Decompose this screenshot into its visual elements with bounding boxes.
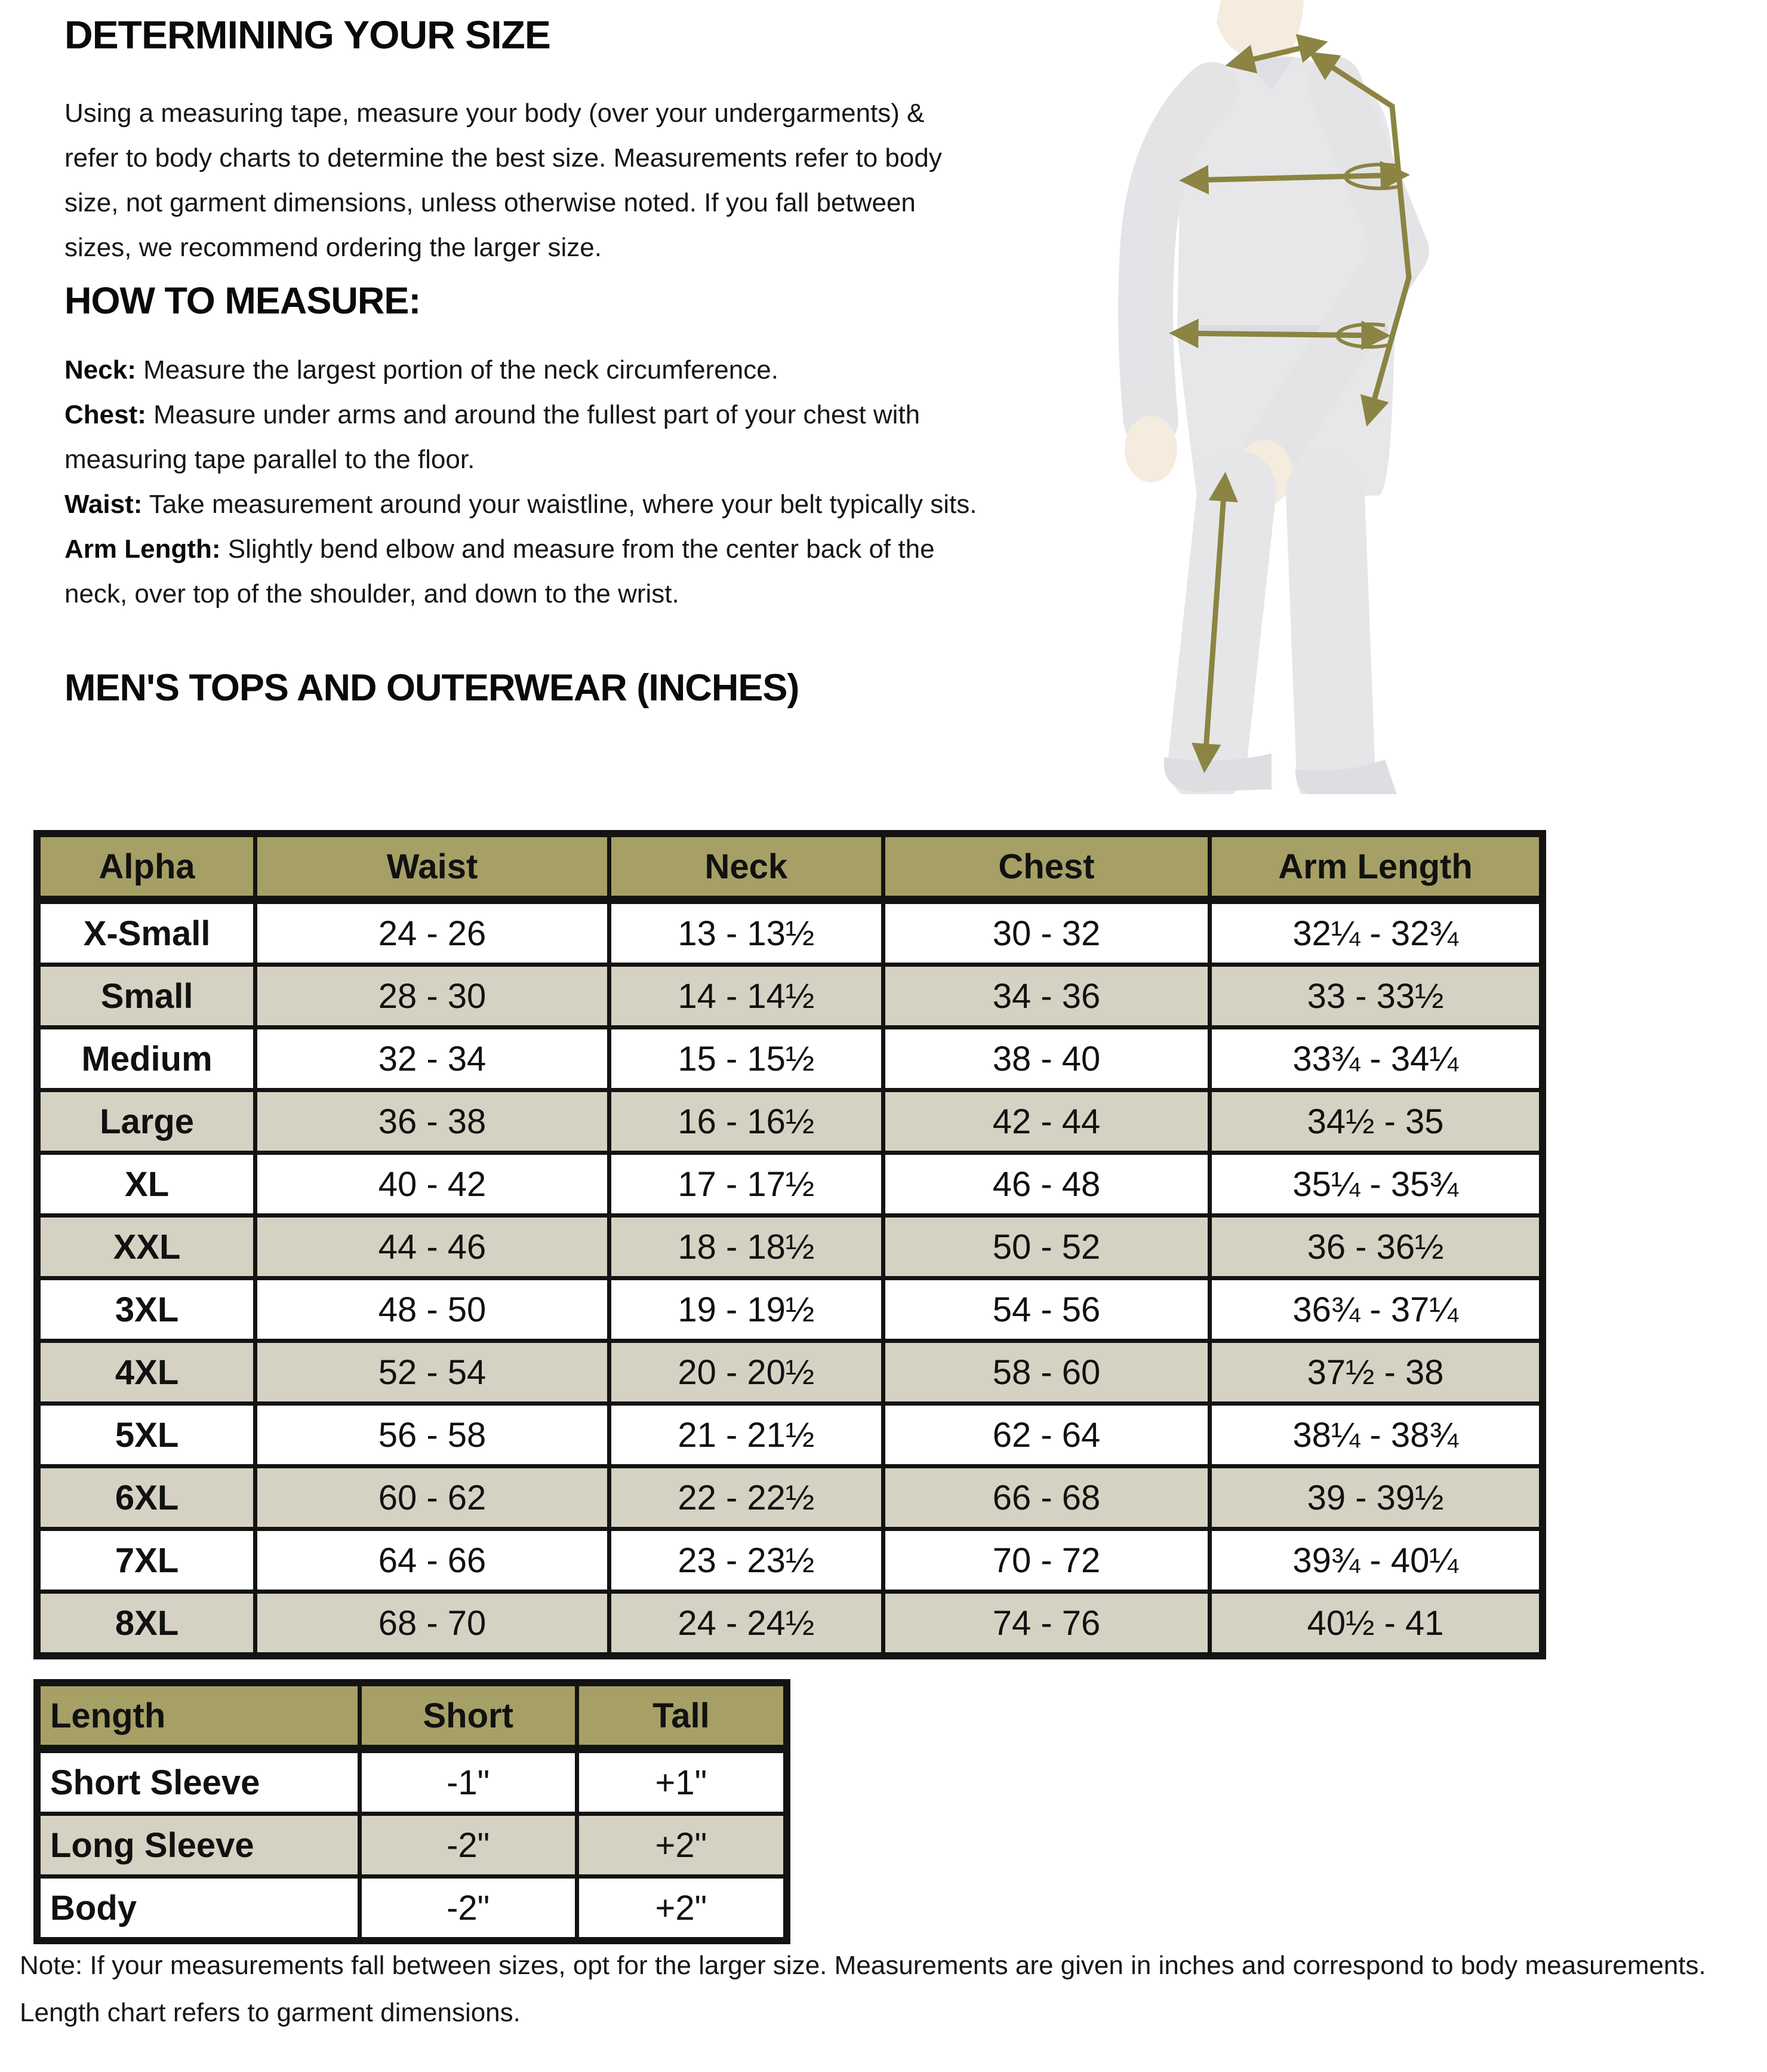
size-table-body (37, 900, 1543, 1656)
row-label: 6XL (37, 1467, 255, 1529)
measure-step-text: Measure under arms and around the fullest part of your chest with measuring tape parallel to the floor. (64, 400, 921, 474)
table-cell: 68 - 70 (255, 1592, 609, 1656)
table-cell: 56 - 58 (255, 1404, 609, 1467)
table-cell: 33 - 33½ (1210, 965, 1543, 1028)
table-cell: 30 - 32 (883, 900, 1209, 965)
header-row (37, 1683, 787, 1749)
row-label: Long Sleeve (37, 1814, 359, 1877)
table-cell: 54 - 56 (883, 1278, 1209, 1341)
table-cell: 34 - 36 (883, 965, 1209, 1028)
size-table-heading: MEN'S TOPS AND OUTERWEAR (INCHES) (64, 667, 799, 709)
row-label: 5XL (37, 1404, 255, 1467)
row-label: XXL (37, 1216, 255, 1278)
table-cell: 37½ - 38 (1210, 1341, 1543, 1404)
table-cell: 74 - 76 (883, 1592, 1209, 1656)
table-row (37, 1153, 1543, 1216)
measure-step-label: Neck: (64, 355, 136, 385)
measurement-figure-illustration (1075, 0, 1433, 794)
table-row (37, 1278, 1543, 1341)
table-cell: -2" (359, 1814, 577, 1877)
table-row (37, 1090, 1543, 1153)
table-cell: 50 - 52 (883, 1216, 1209, 1278)
measure-step-text: Take measurement around your waistline, where your belt typically sits. (142, 490, 977, 519)
table-cell: 46 - 48 (883, 1153, 1209, 1216)
measure-step-waist (64, 482, 978, 527)
header-row (37, 834, 1543, 900)
row-label: 7XL (37, 1529, 255, 1592)
table-cell: 52 - 54 (255, 1341, 609, 1404)
measure-step-label: Chest: (64, 400, 146, 429)
intro-paragraph: Using a measuring tape, measure your body (over your undergarments) & refer to body charts to determine the best size. Measurements refer to body size, not garment dimensions, unless otherwise noted. If you fall between sizes, we recommend ordering the larger size. (64, 99, 942, 262)
table-cell: -1" (359, 1749, 577, 1814)
table-row (37, 1592, 1543, 1656)
waist-arrow (1175, 333, 1385, 336)
row-label: XL (37, 1153, 255, 1216)
table-cell: 16 - 16½ (609, 1090, 883, 1153)
page-title: DETERMINING YOUR SIZE (64, 13, 550, 57)
table-cell: 58 - 60 (883, 1341, 1209, 1404)
table-row (37, 1216, 1543, 1278)
table-cell: 38¼ - 38¾ (1210, 1404, 1543, 1467)
table-row (37, 1467, 1543, 1529)
table-cell: 19 - 19½ (609, 1278, 883, 1341)
measurement-figure (1075, 0, 1433, 794)
table-cell: 34½ - 35 (1210, 1090, 1543, 1153)
table-cell: 21 - 21½ (609, 1404, 883, 1467)
table-row (37, 965, 1543, 1028)
measure-step-label: Waist: (64, 490, 143, 519)
table-cell: 64 - 66 (255, 1529, 609, 1592)
table-cell: 44 - 46 (255, 1216, 609, 1278)
table-cell: 28 - 30 (255, 965, 609, 1028)
table-cell: 40½ - 41 (1210, 1592, 1543, 1656)
column-header-length: Length (37, 1683, 359, 1749)
table-cell: 66 - 68 (883, 1467, 1209, 1529)
table-cell: 40 - 42 (255, 1153, 609, 1216)
row-label: Medium (37, 1028, 255, 1090)
table-cell: -2" (359, 1877, 577, 1941)
table-cell: 48 - 50 (255, 1278, 609, 1341)
table-cell: +2" (577, 1877, 787, 1941)
measure-step-arm-length (64, 527, 978, 616)
row-label: X-Small (37, 900, 255, 965)
column-header-waist: Waist (255, 834, 609, 900)
column-header-alpha: Alpha (37, 834, 255, 900)
table-row (37, 1028, 1543, 1090)
table-cell: 33¾ - 34¼ (1210, 1028, 1543, 1090)
row-label: Large (37, 1090, 255, 1153)
note-length-chart: Length chart refers to garment dimensions. (20, 1998, 521, 2027)
length-table-body (37, 1749, 787, 1941)
table-cell: 70 - 72 (883, 1529, 1209, 1592)
measure-instructions (64, 348, 978, 616)
table-cell: 23 - 23½ (609, 1529, 883, 1592)
size-table-header (37, 834, 1543, 900)
row-label: 8XL (37, 1592, 255, 1656)
measure-step-chest (64, 392, 978, 482)
table-cell: 15 - 15½ (609, 1028, 883, 1090)
measure-step-text: Slightly bend elbow and measure from the center back of the neck, over top of the shoulder, and down to the wrist. (64, 534, 935, 608)
table-cell: 35¼ - 35¾ (1210, 1153, 1543, 1216)
table-cell: 32 - 34 (255, 1028, 609, 1090)
length-adjustment-table (33, 1679, 790, 1944)
person-silhouette (1125, 0, 1402, 794)
table-row (37, 1341, 1543, 1404)
table-cell: 24 - 24½ (609, 1592, 883, 1656)
table-cell: 42 - 44 (883, 1090, 1209, 1153)
row-label: 3XL (37, 1278, 255, 1341)
row-label: 4XL (37, 1341, 255, 1404)
column-header-chest: Chest (883, 834, 1209, 900)
row-label: Short Sleeve (37, 1749, 359, 1814)
table-row (37, 900, 1543, 965)
column-header-tall: Tall (577, 1683, 787, 1749)
table-cell: +1" (577, 1749, 787, 1814)
table-cell: 22 - 22½ (609, 1467, 883, 1529)
table-cell: 36 - 38 (255, 1090, 609, 1153)
table-row (37, 1749, 787, 1814)
table-cell: 17 - 17½ (609, 1153, 883, 1216)
table-row (37, 1877, 787, 1941)
note-sizing: Note: If your measurements fall between sizes, opt for the larger size. Measurements are given in inches and correspond to body measurements. (20, 1951, 1706, 1980)
table-cell: 39 - 39½ (1210, 1467, 1543, 1529)
how-to-measure-heading: HOW TO MEASURE: (64, 280, 421, 322)
footnotes (20, 1942, 1760, 2036)
column-header-short: Short (359, 1683, 577, 1749)
row-label: Body (37, 1877, 359, 1941)
table-cell: 36 - 36½ (1210, 1216, 1543, 1278)
table-cell: 24 - 26 (255, 900, 609, 965)
table-cell: 32¼ - 32¾ (1210, 900, 1543, 965)
table-cell: 39¾ - 40¼ (1210, 1529, 1543, 1592)
column-header-neck: Neck (609, 834, 883, 900)
table-cell: 60 - 62 (255, 1467, 609, 1529)
table-cell: 38 - 40 (883, 1028, 1209, 1090)
column-header-arm-length: Arm Length (1210, 834, 1543, 900)
table-cell: 20 - 20½ (609, 1341, 883, 1404)
table-cell: 14 - 14½ (609, 965, 883, 1028)
table-row (37, 1529, 1543, 1592)
table-cell: +2" (577, 1814, 787, 1877)
measure-step-text: Measure the largest portion of the neck circumference. (136, 355, 778, 385)
table-cell: 62 - 64 (883, 1404, 1209, 1467)
table-cell: 18 - 18½ (609, 1216, 883, 1278)
measure-step-neck (64, 348, 978, 392)
table-row (37, 1404, 1543, 1467)
table-cell: 13 - 13½ (609, 900, 883, 965)
row-label: Small (37, 965, 255, 1028)
mens-tops-size-table (33, 830, 1546, 1659)
table-cell: 36¾ - 37¼ (1210, 1278, 1543, 1341)
length-table-header (37, 1683, 787, 1749)
measure-step-label: Arm Length: (64, 534, 221, 564)
table-row (37, 1814, 787, 1877)
